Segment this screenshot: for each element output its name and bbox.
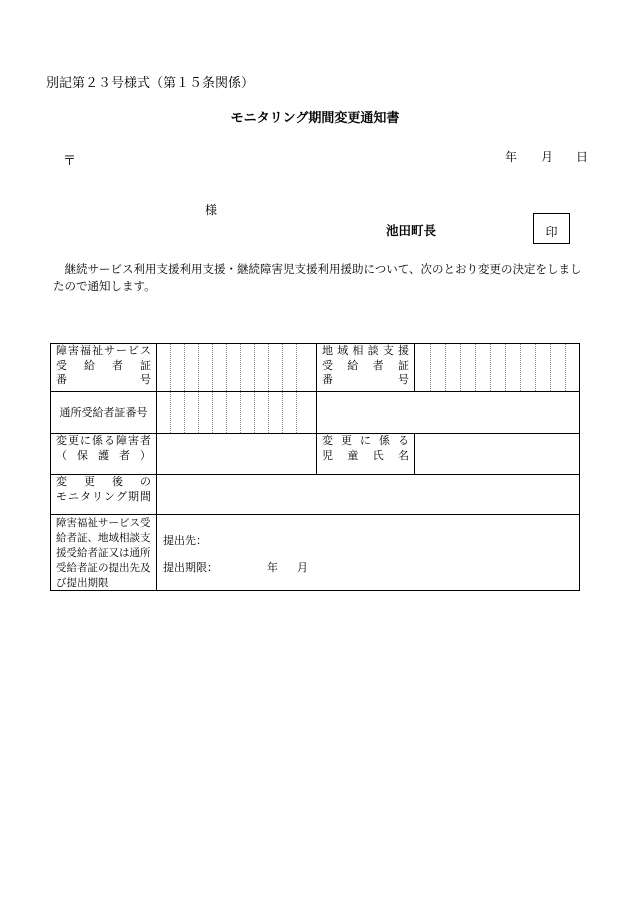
- label-welfare-certificate-number: [51, 344, 157, 392]
- label-affected-person: [51, 434, 157, 475]
- document-title: モニタリング期間変更通知書: [230, 111, 400, 126]
- label-affected-child-name: [317, 434, 415, 475]
- affected-person-field[interactable]: [157, 434, 317, 475]
- row-submission: [51, 515, 580, 591]
- blank-cell: [317, 392, 580, 434]
- label-line: 地 域 相 談 支 援: [322, 344, 409, 357]
- label-line: 援受給者証又は通所: [56, 547, 151, 559]
- label-line: 番 号: [56, 373, 151, 386]
- label-line: び提出期限: [56, 577, 109, 589]
- label-line: 障 害 福 祉 サ ー ビ ス: [56, 344, 151, 357]
- label-line: 受 給 者 証: [322, 358, 409, 372]
- label-line: 番 号: [322, 373, 409, 386]
- digit-grid: [415, 344, 579, 391]
- date-year-label: 年: [505, 150, 518, 164]
- deadline-year-label: 年: [267, 561, 278, 574]
- body-text: 継続サービス利用支援利用支援・継続障害児支援利用援助について、次のとおり変更の決定をしましたので通知します。: [53, 262, 582, 293]
- digit-grid: [157, 392, 316, 433]
- row-monitoring-period: [51, 475, 580, 515]
- label-line: 受 給 者 証: [56, 358, 151, 372]
- submission-details-field[interactable]: [157, 515, 580, 591]
- label-line: 通所受給者証番号: [59, 406, 148, 419]
- deadline-label: 提出期限：: [163, 561, 218, 574]
- label-line: 変 更 に 係 る 障 害 者: [56, 434, 151, 447]
- digit-grid: [157, 344, 316, 391]
- label-line: 変 更 後 の: [56, 475, 151, 488]
- label-line: モ ニ タ リ ン グ 期 間: [56, 489, 151, 503]
- label-line: 給者証、地域相談支: [56, 532, 151, 544]
- row-certificate-numbers: [51, 344, 580, 392]
- label-day-service-certificate-number: [51, 392, 157, 434]
- seal-label: 印: [545, 225, 558, 239]
- notice-table: [50, 343, 580, 591]
- label-line: 変 更 に 係 る: [322, 434, 409, 447]
- date-month-label: 月: [541, 150, 554, 164]
- row-person-names: [51, 434, 580, 475]
- label-line: 障害福祉サービス受: [56, 517, 151, 529]
- affected-child-name-field[interactable]: [415, 434, 580, 475]
- label-new-monitoring-period: [51, 475, 157, 515]
- row-day-service-certificate: [51, 392, 580, 434]
- submit-to-label: 提出先：: [163, 534, 207, 547]
- label-line: 児 童 氏 名: [322, 448, 409, 462]
- new-monitoring-period-field[interactable]: [157, 475, 580, 515]
- date-day-label: 日: [576, 150, 589, 164]
- submission-details: [157, 515, 579, 589]
- sender-name: 池田町長: [386, 223, 437, 238]
- seal-box: [533, 213, 570, 244]
- day-service-certificate-number-field[interactable]: [157, 392, 317, 434]
- label-line: （ 保 護 者 ）: [56, 448, 151, 462]
- label-submission-destination-deadline: [51, 515, 157, 591]
- recipient-honorific: 様: [205, 203, 218, 217]
- postal-mark: 〒: [63, 154, 77, 169]
- label-line: 受給者証の提出先及: [56, 562, 151, 574]
- deadline-month-label: 月: [297, 561, 308, 574]
- label-community-certificate-number: [317, 344, 415, 392]
- form-number: 別記第２３号様式（第１５条関係）: [46, 76, 255, 91]
- welfare-certificate-number-field[interactable]: [157, 344, 317, 392]
- community-certificate-number-field[interactable]: [415, 344, 580, 392]
